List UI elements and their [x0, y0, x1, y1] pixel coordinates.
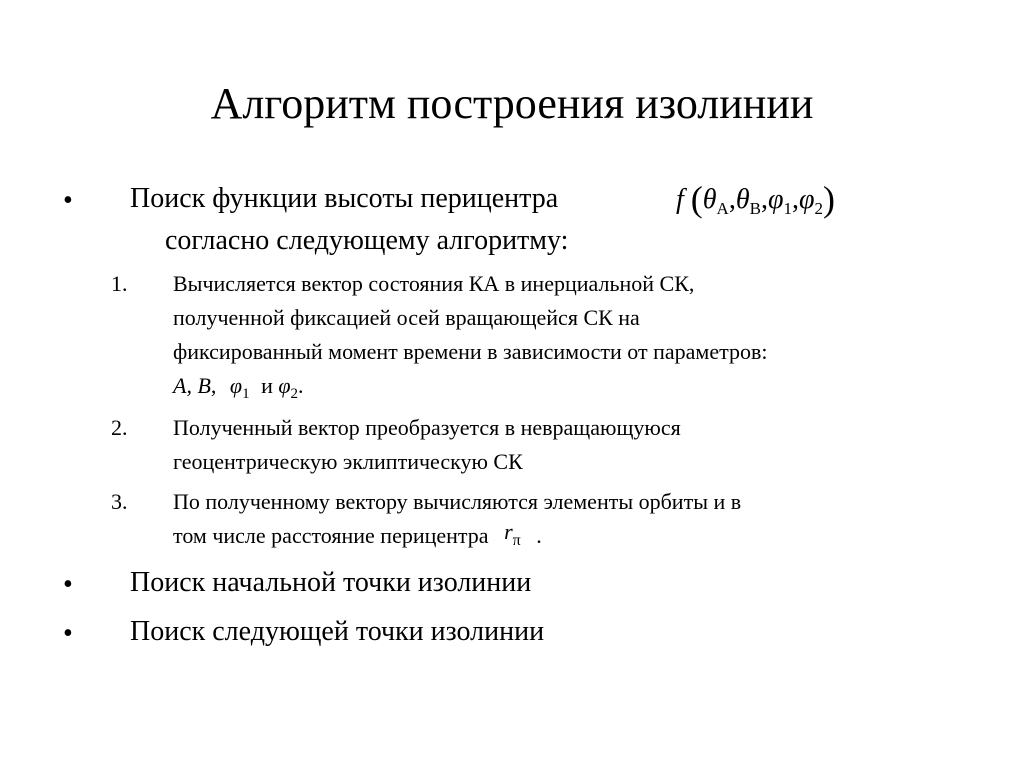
- step-3-line1: По полученному вектору вычисляются элементы орбиты и в: [173, 489, 742, 514]
- formula-phi-1: φ: [767, 184, 784, 215]
- bullet-2-text: Поиск начальной точки изолинии: [130, 567, 532, 598]
- formula-theta-a: θ: [702, 184, 717, 215]
- step-1-line2: полученной фиксацией осей вращающейся СК на: [173, 305, 640, 330]
- formula-sub-2: 2: [814, 199, 823, 218]
- bullet-3-text: Поиск следующей точки изолинии: [130, 616, 545, 647]
- step-1-number: 1.: [111, 271, 128, 296]
- formula-comma-1: ,: [728, 184, 736, 215]
- bullet-1-line2: согласно следующему алгоритму:: [165, 225, 569, 256]
- bullet-marker: •: [63, 569, 73, 600]
- step-2-number: 2.: [111, 415, 128, 440]
- step-1-params-ab: A, B: [173, 373, 211, 398]
- step-1-phi-2: φ: [278, 373, 291, 398]
- step-3-number: 3.: [111, 489, 128, 514]
- formula-theta-b: θ: [735, 184, 750, 215]
- step-2-line2: геоцентрическую эклиптическую СК: [173, 449, 523, 474]
- slide-title: Алгоритм построения изолинии: [210, 79, 814, 128]
- step-3-line2-text: том числе расстояние перицентра: [173, 523, 489, 548]
- step-1-period: .: [298, 373, 304, 398]
- step-1-comma: ,: [210, 373, 217, 398]
- formula-f: f: [676, 184, 684, 215]
- formula-open-paren: (: [690, 179, 703, 219]
- formula-sub-1: 1: [783, 199, 792, 218]
- bullet-marker: •: [63, 185, 73, 216]
- step-1-line3: фиксированный момент времени в зависимости от параметров:: [173, 339, 768, 364]
- step-1-line1: Вычисляется вектор состояния КА в инерциальной СК,: [173, 271, 695, 296]
- step-1-sub-2: 2: [290, 386, 299, 402]
- formula-sub-a: A: [716, 199, 729, 218]
- step-3-r: r: [504, 519, 513, 544]
- step-1-sub-1: 1: [242, 386, 250, 402]
- step-1-phi-1: φ: [229, 373, 243, 398]
- step-1-line4: [173, 370, 304, 405]
- bullet-marker: •: [63, 618, 73, 649]
- step-1-and: и: [261, 373, 273, 398]
- formula-sub-b: B: [749, 199, 761, 218]
- step-2-line1: Полученный вектор преобразуется в невращающуюся: [173, 415, 681, 440]
- step-3-period: .: [536, 523, 542, 548]
- formula-comma-3: ,: [791, 184, 799, 215]
- formula-phi-2: φ: [798, 184, 815, 215]
- step-3-pi: π: [512, 532, 521, 549]
- formula-comma-2: ,: [760, 184, 768, 215]
- bullet-1-line1: Поиск функции высоты перицентра: [130, 183, 559, 214]
- step-3-line2: [173, 520, 542, 555]
- formula-close-paren: ): [822, 179, 835, 219]
- pericenter-function-formula: [676, 176, 835, 223]
